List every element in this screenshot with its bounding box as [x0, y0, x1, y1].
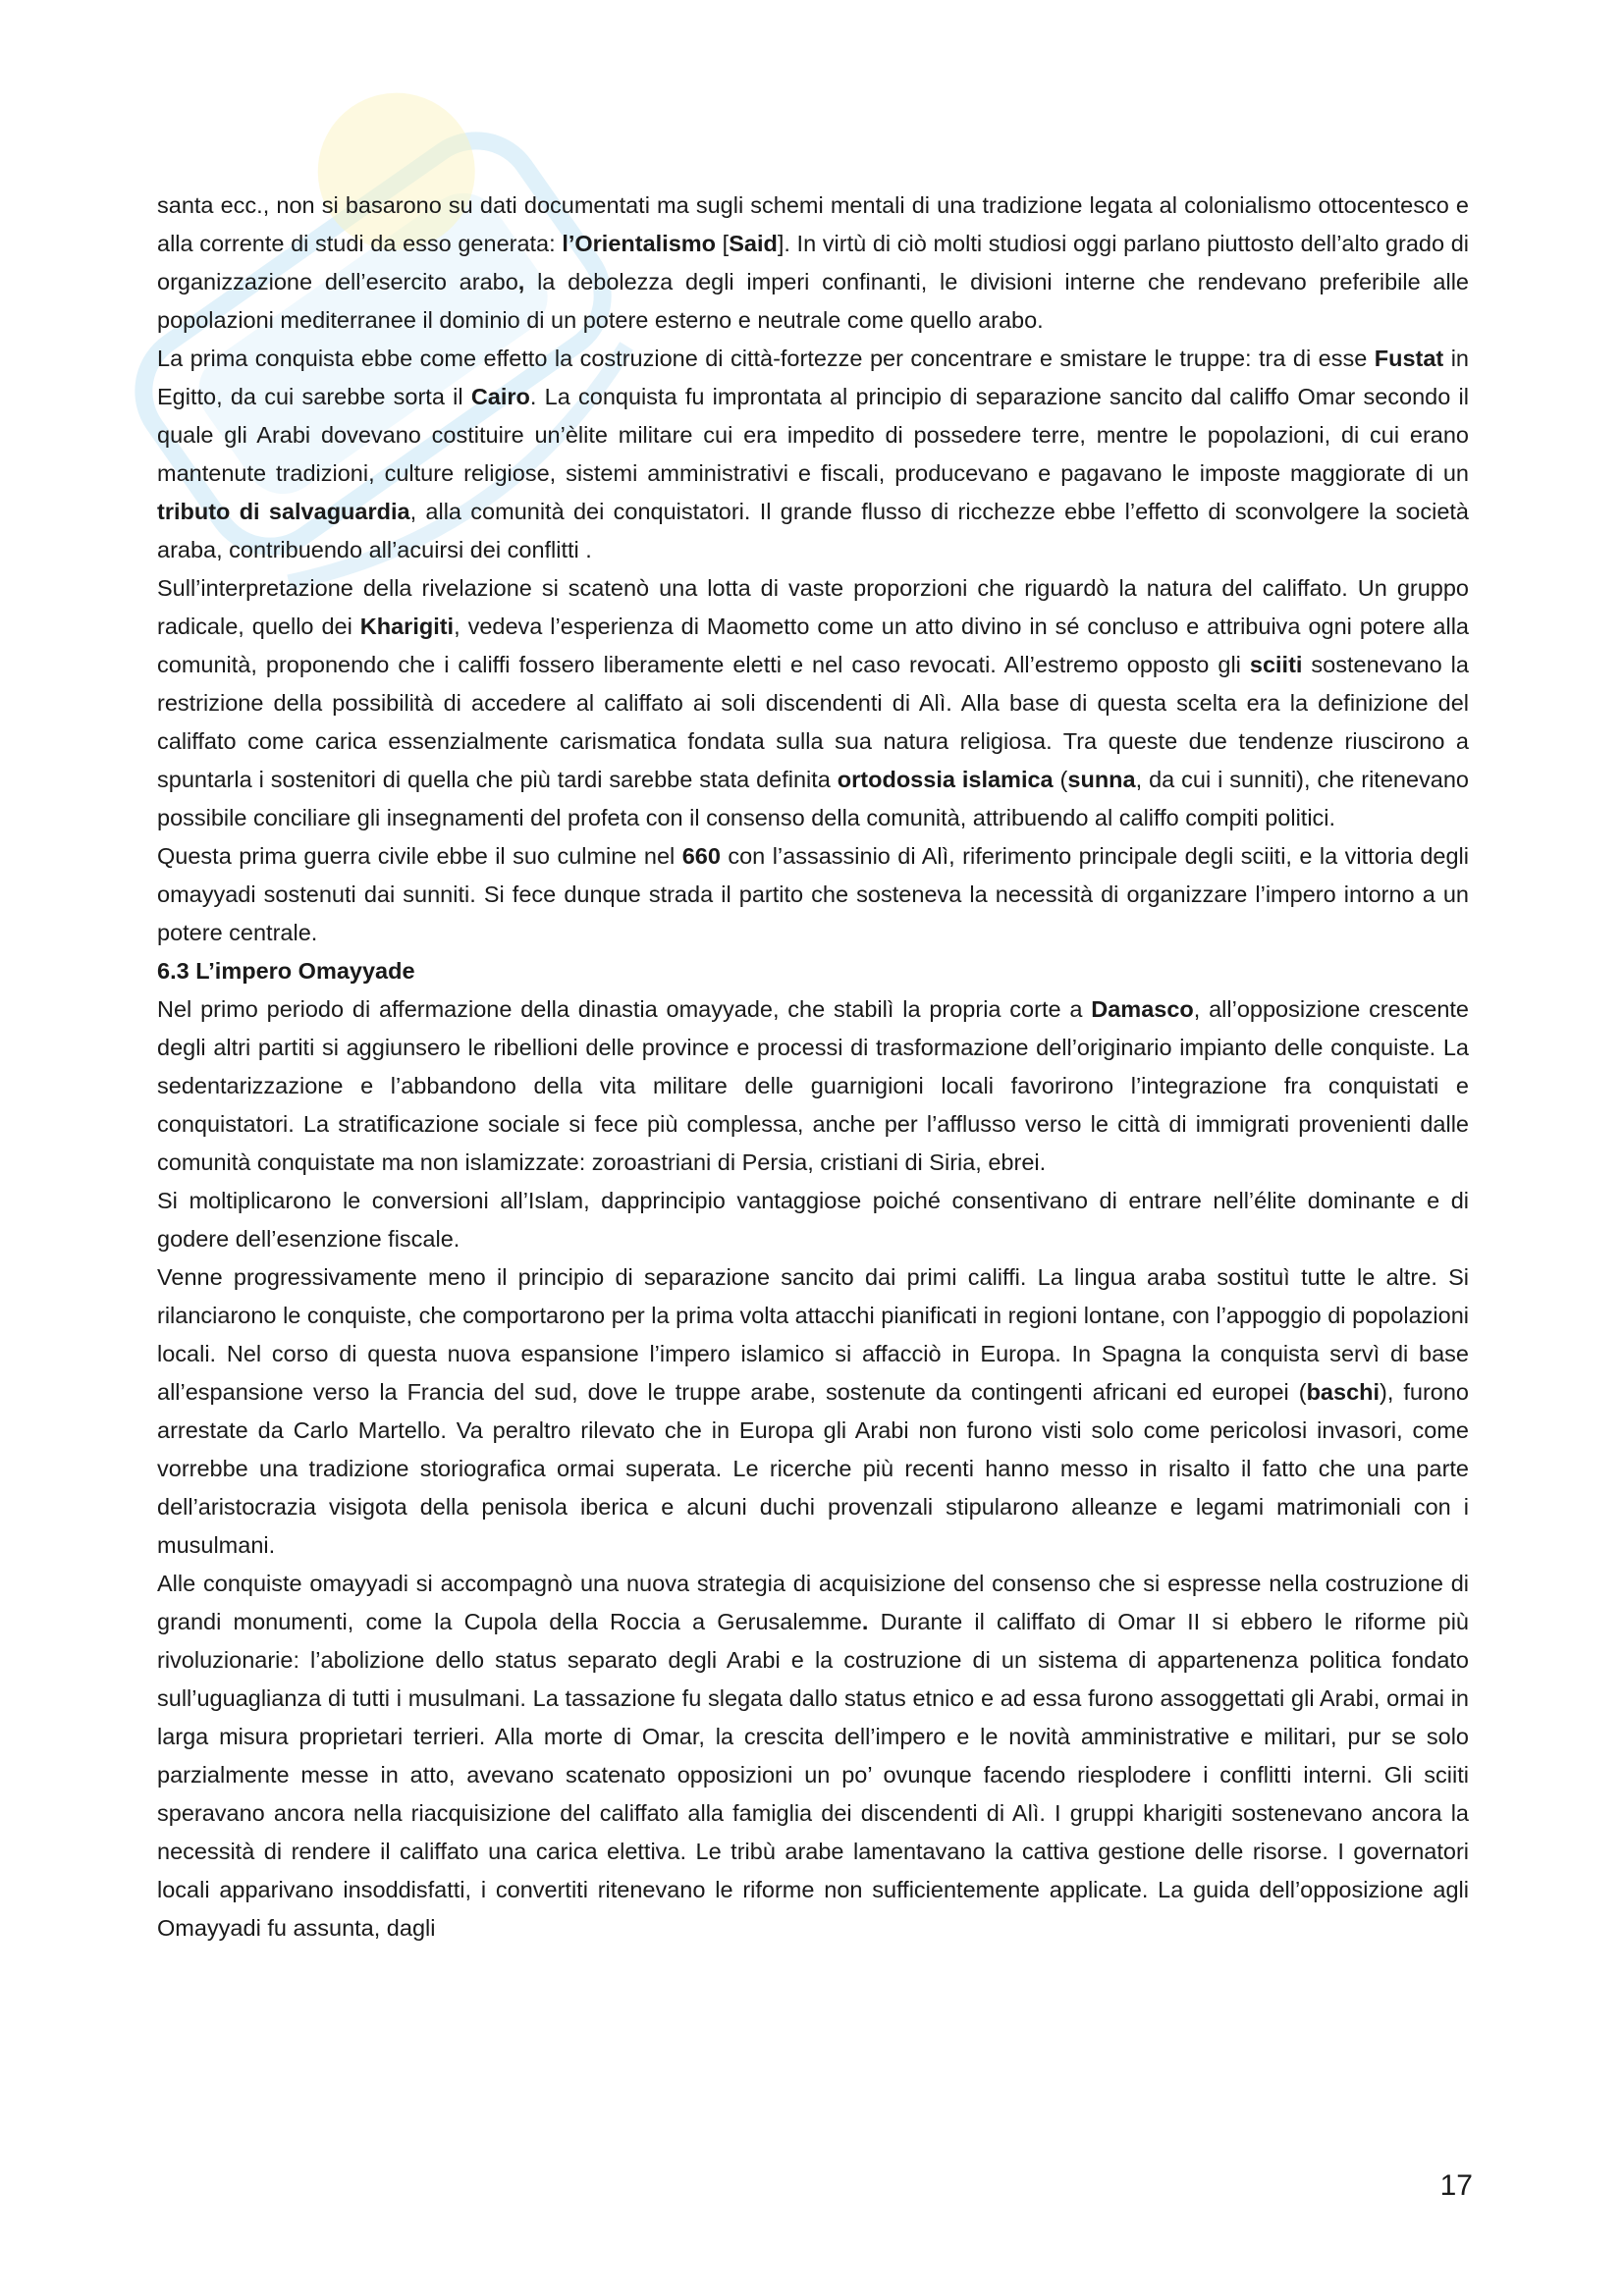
- paragraph: [157, 990, 1469, 1182]
- paragraphs-part-2: [157, 990, 1469, 1948]
- paragraph: [157, 1565, 1469, 1948]
- text-run: in Egitto, da cui sarebbe sorta il: [157, 346, 1469, 409]
- bold-term: Kharigiti: [359, 614, 455, 639]
- paragraph: [157, 1258, 1469, 1565]
- bold-term: sciiti: [1249, 652, 1303, 677]
- text-run: , da cui i sunniti), che ritenevano possibile conciliare gli insegnamenti del profeta con il consenso della comunità, attribuendo al califfo compiti politici.: [157, 767, 1470, 830]
- bold-term: .: [861, 1609, 869, 1634]
- paragraph: [157, 187, 1469, 340]
- bold-term: 660: [681, 843, 721, 869]
- paragraph: [157, 340, 1469, 569]
- section-heading: 6.3 L’impero Omayyade: [157, 958, 415, 984]
- text-run: Nel primo periodo di affermazione della dinastia omayyade, che stabilì la propria corte a: [157, 996, 1092, 1022]
- text-run: [: [716, 231, 730, 256]
- text-run: con l’assassinio di Alì, riferimento principale degli sciiti, e la vittoria degli omayyadi sostenuti dai sunniti. Si fece dunque strada il partito che sosteneva la necessità di organizzare l’impero intorno a un potere centrale.: [157, 843, 1469, 945]
- paragraphs-part-1: [157, 187, 1469, 952]
- text-run: (: [1053, 767, 1068, 792]
- bold-term: ortodossia islamica: [837, 767, 1054, 792]
- text-run: . La conquista fu improntata al principio di separazione sancito dal califfo Omar secondo il quale gli Arabi dovevano costituire un’èlite militare cui era impedito di possedere terre, mentre le popolazioni, di cui erano mantenute tradizioni, culture religiose, sistemi amministrativi e fiscali, producevano e pagavano le imposte maggiorate di un: [157, 384, 1469, 486]
- bold-term: Cairo: [470, 384, 530, 409]
- text-run: Questa prima guerra civile ebbe il suo culmine nel: [157, 843, 682, 869]
- bold-term: baschi: [1306, 1379, 1380, 1405]
- text-run: Durante il califfato di Omar II si ebbero le riforme più rivoluzionarie: l’abolizione dello status separato degli Arabi e la costruzione di un sistema di appartenenza politica fondato sull’uguaglianza di tutti i musulmani. La tassazione fu slegata dallo status etnico e ad essa furono assoggettati gli Arabi, ormai in larga misura proprietari terrieri. Alla morte di Omar, la crescita dell’impero e le novità amministrative e militari, pur se solo parzialmente messe in atto, avevano scatenato opposizioni un po’ ovunque facendo riesplodere i conflitti interni. Gli sciiti speravano ancora nella riacquisizione del califfato alla famiglia dei discendenti di Alì. I gruppi kharigiti sostenevano ancora la necessità di rendere il califfato una carica elettiva. Le tribù arabe lamentavano la cattiva gestione delle risorse. I governatori locali apparivano insoddisfatti, i convertiti ritenevano le riforme non sufficientemente applicate. La guida dell’opposizione agli Omayyadi fu assunta, dagli: [157, 1609, 1469, 1941]
- text-run: sostenevano la restrizione della possibilità di accedere al califfato ai soli discendenti di Alì. Alla base di questa scelta era la definizione del califfato come carica essenzialmente carismatica fondata sulla sua natura religiosa. Tra queste due tendenze riuscirono a spuntarla i sostenitori di quella che più tardi sarebbe stata definita: [157, 652, 1469, 792]
- paragraph: [157, 569, 1469, 837]
- text-run: Sull’interpretazione della rivelazione si scatenò una lotta di vaste proporzioni che riguardò la natura del califfato. Un gruppo radicale, quello dei: [157, 575, 1469, 639]
- text-run: la debolezza degli imperi confinanti, le divisioni interne che rendevano preferibile alle popolazioni mediterranee il dominio di un potere esterno e neutrale come quello arabo.: [157, 269, 1470, 333]
- bold-term: l’Orientalismo: [562, 231, 717, 256]
- text-run: Alle conquiste omayyadi si accompagnò una nuova strategia di acquisizione del consenso che si espresse nella costruzione di grandi monumenti, come la Cupola della Roccia a Gerusalemme: [157, 1571, 1469, 1634]
- text-run: ]. In virtù di ciò molti studiosi oggi parlano piuttosto dell’alto grado di organizzazione dell’esercito arabo: [157, 231, 1470, 294]
- page-number: 17: [1439, 2169, 1473, 2202]
- bold-term: tributo di salvaguardia: [157, 499, 410, 524]
- text-run: ), furono arrestate da Carlo Martello. Va peraltro rilevato che in Europa gli Arabi non furono visti solo come pericolosi invasori, come vorrebbe una tradizione storiografica ormai superata. Le ricerche più recenti hanno messo in risalto il fatto che una parte dell’aristocrazia visigota della penisola iberica e alcuni duchi provenzali stipularono alleanze e legami matrimoniali con i musulmani.: [157, 1379, 1469, 1558]
- text-run: La prima conquista ebbe come effetto la costruzione di città-fortezze per concentrare e smistare le truppe: tra di esse: [157, 346, 1375, 371]
- text-run: , all’opposizione crescente degli altri partiti si aggiunsero le ribellioni delle province e processi di trasformazione dell’originario impianto delle conquiste. La sedentarizzazione e l’abbandono della vita militare delle guarnigioni locali favorirono l’integrazione fra conquistati e conquistatori. La stratificazione sociale si fece più complessa, anche per l’afflusso verso le città di immigrati provenienti dalle comunità conquistate ma non islamizzate: zoroastriani di Persia, cristiani di Siria, ebrei.: [157, 996, 1469, 1175]
- bold-term: Said: [729, 231, 778, 256]
- bold-term: ,: [517, 269, 525, 294]
- text-run: santa ecc., non si basarono su dati documentati ma sugli schemi mentali di una tradizione legata al colonialismo ottocentesco e alla corrente di studi da esso generata:: [157, 192, 1469, 256]
- text-run: , alla comunità dei conquistatori. Il grande flusso di ricchezze ebbe l’effetto di sconvolgere la società araba, contribuendo all’acuirsi dei conflitti .: [157, 499, 1469, 562]
- text-run: Si moltiplicarono le conversioni all’Islam, dapprincipio vantaggiose poiché consentivano di entrare nell’élite dominante e di godere dell’esenzione fiscale.: [157, 1188, 1469, 1252]
- paragraph: [157, 1182, 1469, 1258]
- bold-term: Fustat: [1374, 346, 1444, 371]
- text-body: [157, 187, 1469, 1948]
- paragraph: [157, 837, 1469, 952]
- text-run: , vedeva l’esperienza di Maometto come un atto divino in sé concluso e attribuiva ogni potere alla comunità, proponendo che i califfi fossero liberamente eletti e nel caso revocati. All’estremo opposto gli: [157, 614, 1469, 677]
- bold-term: Damasco: [1091, 996, 1194, 1022]
- bold-term: sunna: [1067, 767, 1136, 792]
- text-run: Venne progressivamente meno il principio di separazione sancito dai primi califfi. La lingua araba sostituì tutte le altre. Si rilanciarono le conquiste, che comportarono per la prima volta attacchi pianificati in regioni lontane, con l’appoggio di popolazioni locali. Nel corso di questa nuova espansione l’impero islamico si affacciò in Europa. In Spagna la conquista servì di base all’espansione verso la Francia del sud, dove le truppe arabe, sostenute da contingenti africani ed europei (: [157, 1264, 1469, 1405]
